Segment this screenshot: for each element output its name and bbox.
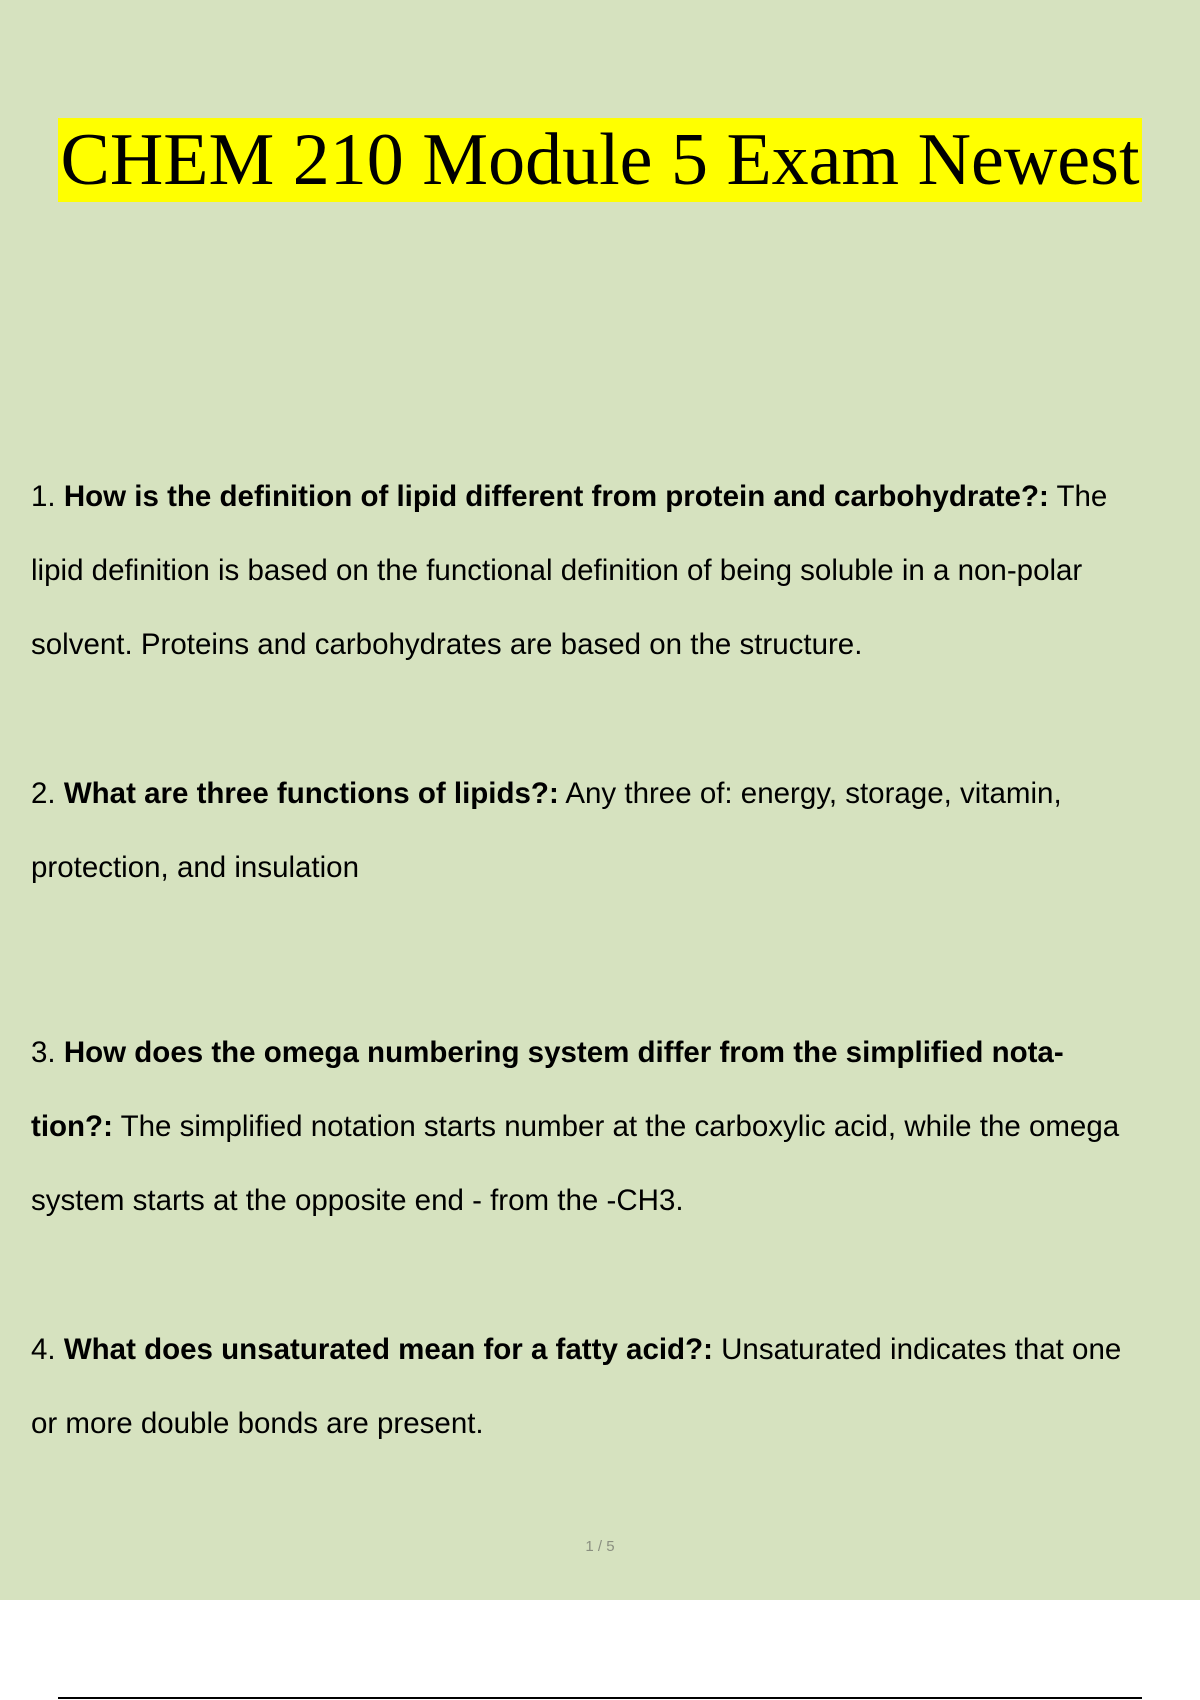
question-number: 4. [31,1333,56,1366]
question-text: What does unsaturated mean for a fatty acid?: [63,1333,713,1366]
question-line-continued [31,1090,1200,1164]
question-1 [31,460,1200,682]
answer-line: lipid definition is based on the functional definition of being soluble in a non-polar [31,554,1083,587]
question-line [31,1016,1200,1090]
question-number: 1. [31,480,56,513]
answer-line: system starts at the opposite end - from the -CH3. [31,1184,684,1217]
answer-text: Any three of: energy, storage, vitamin, [558,777,1062,810]
question-number: 2. [31,777,56,810]
answer-text: The simplified notation starts number at the carboxylic acid, while the omega [112,1110,1120,1143]
question-text: tion?: [31,1110,113,1143]
question-text: How is the definition of lipid different from protein and carbohydrate?: [63,480,1049,513]
answer-text: Unsaturated indicates that one [712,1333,1122,1366]
question-line [31,460,1200,534]
question-number: 3. [31,1036,56,1069]
question-line [31,1313,1200,1387]
answer-line: solvent. Proteins and carbohydrates are based on the structure. [31,628,863,661]
question-line [31,757,1200,831]
answer-text: The [1048,480,1108,513]
question-text: What are three functions of lipids?: [63,777,559,810]
question-2 [31,757,1200,905]
page-number: 1 / 5 [585,1538,615,1555]
answer-line: or more double bonds are present. [31,1407,484,1440]
question-text: How does the omega numbering system differ from the simplified nota- [63,1036,1064,1069]
answer-line: protection, and insulation [31,851,360,884]
title-container [0,118,1200,202]
document-title: CHEM 210 Module 5 Exam Newest [60,119,1140,201]
question-4 [31,1313,1200,1461]
question-3 [31,1016,1200,1238]
next-page-rule [58,1697,1142,1699]
